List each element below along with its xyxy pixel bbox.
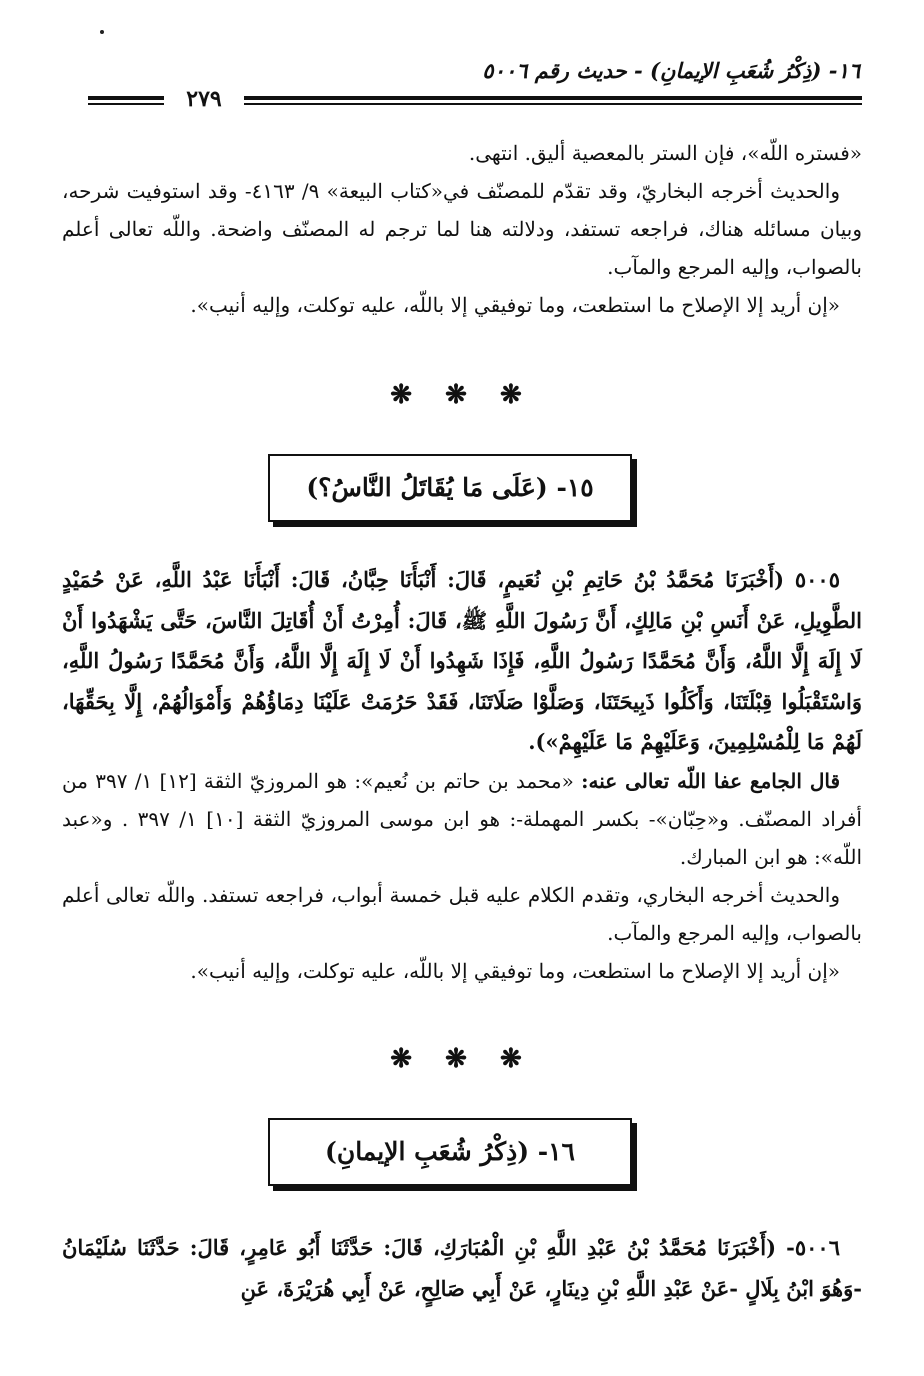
paragraph-takhrij-5005: والحديث أخرجه البخاري، وتقدم الكلام عليه قبل خمسة أبواب، فراجعه تستفد. واللّه تعالى أعلم بالصواب، وإليه المرجع والمآب. [62,883,862,945]
paragraph-closing-verse: «إن أريد إلا الإصلاح ما استطعت، وما توفيقي إلا باللّه، عليه توكلت، وإليه أنيب». [190,293,840,317]
section-separator: ❋ ❋ ❋ [390,380,534,410]
chapter-title-15: ١٥- (عَلَى مَا يُقَاتَلُ النَّاسُ؟) [268,454,632,522]
header-rule-right [244,96,862,105]
paragraph-takhrij: والحديث أخرجه البخاريّ، وقد تقدّم للمصنّف في«كتاب البيعة» ٩/ ٤١٦٣- وقد استوفيت شرحه، وبيان مسائله هناك، فراجعه تستفد، ودلالته هنا لما ترجم له المصنّف واضحة. واللّه تعالى أعلم بالصواب، وإليه المرجع والمآب. [62,179,862,279]
chapter-title-16: ١٦- (ذِكْرُ شُعَبِ الإيمانِ) [268,1118,632,1186]
commentary-lead: قال الجامع عفا اللّه تعالى عنه: [581,769,841,793]
section-separator-2: ❋ ❋ ❋ [390,1044,534,1074]
page-speck [100,30,104,34]
header-rule-left [88,96,164,105]
hadith-5005-text: ٥٠٠٥ (أَخْبَرَنَا مُحَمَّدُ بْنُ حَاتِمِ بْنِ نُعَيمٍ، قَالَ: أَنْبَأَنَا حِبَّانُ، قَالَ: أَنْبَأَنَا عَبْدُ اللَّهِ، عَنْ حُمَيْدٍ الطَّوِيلِ، عَنْ أَنَسِ بْنِ مَالِكٍ، أَنَّ رَسُولَ اللَّهِ ﷺ، قَالَ: أُمِرْتُ أَنْ أُقَاتِلَ النَّاسَ، حَتَّى يَشْهَدُوا أَنْ لَا إِلَهَ إِلَّا اللَّهُ، وَأَنَّ مُحَمَّدًا رَسُولُ اللَّهِ، فَإِذَا شَهِدُوا أَنْ لَا إِلَهَ إِلَّا اللَّهُ، وَأَنَّ مُحَمَّدًا رَسُولُ اللَّهِ، وَاسْتَقْبَلُوا قِبْلَتَنَا، وَأَكَلُوا ذَبِيحَتَنَا، وَصَلَّوْا صَلَاتَنَا، فَقَدْ حَرُمَتْ عَلَيْنَا دِمَاؤُهُمْ وَأَمْوَالُهُمْ، إِلَّا بِحَقِّهَا، لَهُمْ مَا لِلْمُسْلِمِينَ، وَعَلَيْهِمْ مَا عَلَيْهِمْ»). [62,567,862,754]
paragraph-quote-end: «فستره اللّه»، فإن الستر بالمعصية أليق. انتهى. [468,141,862,165]
commentary-body: «محمد بن حاتم بن نُعيم»: هو المروزيّ الثقة [١٢] ١/ ٣٩٧ من أفراد المصنّف. و«حِبّان»- بكسر المهملة-: هو ابن موسى المروزيّ الثقة [١٠] ١/ ٣٩٧ . و«عبد اللّه»: هو ابن المبارك. [62,769,862,869]
paragraph-closing-verse-2: «إن أريد إلا الإصلاح ما استطعت، وما توفيقي إلا باللّه، عليه توكلت، وإليه أنيب». [190,959,840,983]
running-header-title: ١٦- (ذِكْرُ شُعَبِ الإيمانِ) - حديث رقم ٥٠٠٦ [482,58,860,83]
page-number: ٢٧٩ [186,86,222,112]
hadith-5006-text: ٥٠٠٦- (أَخْبَرَنَا مُحَمَّدُ بْنُ عَبْدِ اللَّهِ بْنِ الْمُبَارَكِ، قَالَ: حَدَّثَنَا أَبُو عَامِرٍ، قَالَ: حَدَّثَنَا سُلَيْمَانُ -وَهُوَ ابْنُ بِلَالٍ -عَنْ عَبْدِ اللَّهِ بْنِ دِينَارٍ، عَنْ أَبِي صَالِحٍ، عَنْ أَبِي هُرَيْرَةَ، عَنِ [62,1235,862,1301]
commentary-5005 [62,762,862,876]
